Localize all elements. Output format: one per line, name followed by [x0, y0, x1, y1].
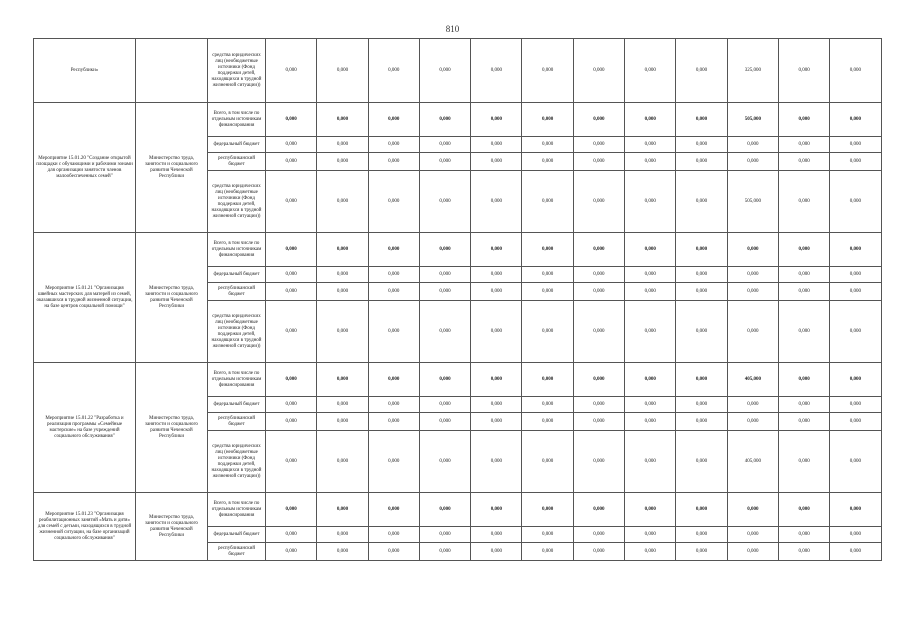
amount-cell: 0,000	[573, 103, 624, 137]
amount-cell: 0,000	[368, 283, 419, 301]
amount-cell: 0,000	[778, 397, 829, 413]
amount-cell: 0,000	[676, 153, 727, 171]
funding-source-cell: средства юридических лиц (необюджетные источники (Фонд поддержки детей, находящихся в трудной жизненной ситуации))	[208, 301, 266, 363]
funding-source-cell: Всего, в том числе по отдельным источникам финансирования	[208, 103, 266, 137]
amount-cell: 0,000	[368, 431, 419, 493]
amount-cell: 0,000	[522, 493, 573, 527]
amount-cell: 505,000	[727, 171, 778, 233]
amount-cell: 0,000	[830, 233, 881, 267]
amount-cell: 0,000	[522, 413, 573, 431]
amount-cell: 0,000	[266, 103, 317, 137]
funding-source-cell: федеральный бюджет	[208, 267, 266, 283]
amount-cell: 0,000	[266, 301, 317, 363]
amount-cell: 0,000	[419, 233, 470, 267]
amount-cell: 0,000	[317, 283, 368, 301]
amount-cell: 0,000	[266, 171, 317, 233]
amount-cell: 0,000	[368, 527, 419, 543]
amount-cell: 0,000	[625, 363, 676, 397]
executor-cell: Министерство труда, занятости и социального развития Чеченской Республики	[136, 493, 208, 561]
amount-cell: 0,000	[266, 267, 317, 283]
amount-cell: 0,000	[830, 171, 881, 233]
executor-cell: Министерство труда, занятости и социального развития Чеченской Республики	[136, 363, 208, 493]
amount-cell: 0,000	[522, 39, 573, 103]
amount-cell: 0,000	[778, 103, 829, 137]
amount-cell: 0,000	[727, 137, 778, 153]
amount-cell: 0,000	[778, 431, 829, 493]
amount-cell: 0,000	[676, 413, 727, 431]
amount-cell: 0,000	[317, 233, 368, 267]
amount-cell: 0,000	[419, 413, 470, 431]
amount-cell: 0,000	[676, 543, 727, 561]
amount-cell: 0,000	[266, 543, 317, 561]
amount-cell: 0,000	[471, 413, 522, 431]
amount-cell: 0,000	[266, 493, 317, 527]
amount-cell: 0,000	[317, 153, 368, 171]
amount-cell: 0,000	[625, 301, 676, 363]
amount-cell: 0,000	[625, 137, 676, 153]
amount-cell: 0,000	[778, 283, 829, 301]
amount-cell: 0,000	[778, 233, 829, 267]
amount-cell: 0,000	[266, 283, 317, 301]
funding-source-cell: республиканский бюджет	[208, 283, 266, 301]
amount-cell: 0,000	[419, 153, 470, 171]
amount-cell: 0,000	[419, 543, 470, 561]
amount-cell: 0,000	[778, 137, 829, 153]
amount-cell: 0,000	[830, 267, 881, 283]
amount-cell: 0,000	[676, 397, 727, 413]
table-row	[34, 493, 882, 527]
amount-cell: 0,000	[522, 363, 573, 397]
amount-cell: 0,000	[471, 363, 522, 397]
amount-cell: 0,000	[419, 39, 470, 103]
amount-cell: 0,000	[676, 233, 727, 267]
funding-source-cell: средства юридических лиц (необюджетные источники (Фонд поддержки детей, находящихся в трудной жизненной ситуации))	[208, 431, 266, 493]
amount-cell: 0,000	[419, 301, 470, 363]
table-row	[34, 103, 882, 137]
amount-cell: 0,000	[266, 431, 317, 493]
amount-cell: 0,000	[522, 103, 573, 137]
amount-cell: 0,000	[522, 543, 573, 561]
amount-cell: 0,000	[573, 233, 624, 267]
amount-cell: 0,000	[573, 413, 624, 431]
amount-cell: 0,000	[368, 363, 419, 397]
amount-cell: 0,000	[471, 103, 522, 137]
amount-cell: 0,000	[471, 543, 522, 561]
amount-cell: 0,000	[266, 233, 317, 267]
amount-cell: 0,000	[778, 413, 829, 431]
amount-cell: 0,000	[471, 267, 522, 283]
amount-cell: 0,000	[471, 493, 522, 527]
amount-cell: 0,000	[778, 543, 829, 561]
amount-cell: 0,000	[522, 233, 573, 267]
page-number: 810	[445, 24, 460, 34]
amount-cell: 0,000	[727, 413, 778, 431]
funding-source-cell: средства юридических лиц (необюджетные источники (Фонд поддержки детей, находящихся в трудной жизненной ситуации))	[208, 171, 266, 233]
table-row	[34, 233, 882, 267]
amount-cell: 0,000	[830, 283, 881, 301]
amount-cell: 0,000	[471, 283, 522, 301]
funding-source-cell: средства юридических лиц (необюджетные источники (Фонд поддержки детей, находящихся в трудной жизненной ситуации))	[208, 39, 266, 103]
amount-cell: 0,000	[266, 397, 317, 413]
amount-cell: 0,000	[471, 301, 522, 363]
amount-cell: 0,000	[522, 267, 573, 283]
amount-cell: 0,000	[419, 103, 470, 137]
amount-cell: 0,000	[266, 137, 317, 153]
amount-cell: 0,000	[727, 543, 778, 561]
amount-cell: 0,000	[625, 397, 676, 413]
amount-cell: 0,000	[471, 431, 522, 493]
amount-cell: 0,000	[676, 301, 727, 363]
amount-cell: 0,000	[317, 39, 368, 103]
amount-cell: 0,000	[676, 171, 727, 233]
executor-cell	[136, 39, 208, 103]
amount-cell: 0,000	[625, 233, 676, 267]
funding-source-cell: республиканский бюджет	[208, 413, 266, 431]
amount-cell: 0,000	[266, 527, 317, 543]
amount-cell: 0,000	[778, 363, 829, 397]
amount-cell: 0,000	[419, 493, 470, 527]
amount-cell: 0,000	[676, 527, 727, 543]
amount-cell: 0,000	[830, 153, 881, 171]
amount-cell: 0,000	[522, 283, 573, 301]
budget-table	[33, 38, 882, 561]
amount-cell: 0,000	[830, 137, 881, 153]
amount-cell: 0,000	[419, 431, 470, 493]
amount-cell: 0,000	[471, 233, 522, 267]
amount-cell: 0,000	[830, 39, 881, 103]
amount-cell: 0,000	[419, 137, 470, 153]
amount-cell: 0,000	[573, 39, 624, 103]
amount-cell: 0,000	[368, 397, 419, 413]
amount-cell: 0,000	[573, 301, 624, 363]
amount-cell: 0,000	[625, 267, 676, 283]
amount-cell: 0,000	[676, 283, 727, 301]
funding-source-cell: Всего, в том числе по отдельным источникам финансирования	[208, 363, 266, 397]
amount-cell: 0,000	[625, 153, 676, 171]
amount-cell: 0,000	[625, 171, 676, 233]
amount-cell: 0,000	[317, 363, 368, 397]
table-row	[34, 363, 882, 397]
amount-cell: 0,000	[573, 171, 624, 233]
amount-cell: 0,000	[368, 543, 419, 561]
amount-cell: 0,000	[266, 413, 317, 431]
amount-cell: 0,000	[368, 413, 419, 431]
amount-cell: 0,000	[676, 431, 727, 493]
amount-cell: 0,000	[419, 171, 470, 233]
amount-cell: 0,000	[573, 397, 624, 413]
event-cell: Мероприятие 15.01.20 "Создание открытой площадки с обучающими и рабочими зонами для организации занятости членов малообеспеченных семей"	[34, 103, 136, 233]
amount-cell: 0,000	[830, 431, 881, 493]
amount-cell: 0,000	[676, 267, 727, 283]
funding-source-cell: федеральный бюджет	[208, 397, 266, 413]
funding-source-cell: Всего, в том числе по отдельным источникам финансирования	[208, 233, 266, 267]
amount-cell: 0,000	[419, 527, 470, 543]
amount-cell: 0,000	[727, 283, 778, 301]
amount-cell: 0,000	[830, 413, 881, 431]
amount-cell: 0,000	[573, 153, 624, 171]
amount-cell: 0,000	[471, 171, 522, 233]
executor-cell: Министерство труда, занятости и социального развития Чеченской Республики	[136, 103, 208, 233]
amount-cell: 0,000	[573, 363, 624, 397]
amount-cell: 0,000	[368, 39, 419, 103]
amount-cell: 0,000	[317, 493, 368, 527]
amount-cell: 0,000	[419, 283, 470, 301]
amount-cell: 0,000	[778, 301, 829, 363]
amount-cell: 0,000	[573, 137, 624, 153]
amount-cell: 0,000	[471, 137, 522, 153]
amount-cell: 0,000	[522, 527, 573, 543]
amount-cell: 0,000	[471, 39, 522, 103]
amount-cell: 0,000	[676, 363, 727, 397]
amount-cell: 0,000	[830, 301, 881, 363]
amount-cell: 0,000	[727, 527, 778, 543]
amount-cell: 0,000	[368, 267, 419, 283]
amount-cell: 0,000	[522, 137, 573, 153]
event-cell: Мероприятие 15.01.23 "Организация реабилитационных занятий «Мать и дитя» для семей с детьми, находящихся в трудной жизненной ситуации, на базе организаций социального обслуживания"	[34, 493, 136, 561]
amount-cell: 0,000	[471, 397, 522, 413]
amount-cell: 0,000	[419, 397, 470, 413]
amount-cell: 0,000	[625, 283, 676, 301]
amount-cell: 0,000	[471, 153, 522, 171]
amount-cell: 0,000	[625, 493, 676, 527]
funding-source-cell: федеральный бюджет	[208, 527, 266, 543]
amount-cell: 0,000	[266, 39, 317, 103]
amount-cell: 0,000	[778, 493, 829, 527]
amount-cell: 505,000	[727, 103, 778, 137]
amount-cell: 0,000	[419, 267, 470, 283]
amount-cell: 0,000	[368, 493, 419, 527]
amount-cell: 0,000	[317, 413, 368, 431]
amount-cell: 0,000	[727, 397, 778, 413]
amount-cell: 0,000	[368, 137, 419, 153]
amount-cell: 0,000	[830, 363, 881, 397]
funding-source-cell: республиканский бюджет	[208, 153, 266, 171]
amount-cell: 0,000	[471, 527, 522, 543]
amount-cell: 0,000	[676, 493, 727, 527]
amount-cell: 0,000	[368, 171, 419, 233]
amount-cell: 0,000	[727, 267, 778, 283]
amount-cell: 0,000	[625, 527, 676, 543]
amount-cell: 0,000	[266, 363, 317, 397]
amount-cell: 0,000	[317, 397, 368, 413]
amount-cell: 0,000	[625, 39, 676, 103]
amount-cell: 0,000	[317, 527, 368, 543]
amount-cell: 0,000	[727, 301, 778, 363]
amount-cell: 0,000	[368, 301, 419, 363]
amount-cell: 0,000	[317, 431, 368, 493]
amount-cell: 0,000	[778, 171, 829, 233]
amount-cell: 0,000	[830, 543, 881, 561]
amount-cell: 405,000	[727, 431, 778, 493]
amount-cell: 0,000	[778, 39, 829, 103]
funding-source-cell: Всего, в том числе по отдельным источникам финансирования	[208, 493, 266, 527]
amount-cell: 0,000	[317, 267, 368, 283]
amount-cell: 0,000	[317, 543, 368, 561]
amount-cell: 0,000	[419, 363, 470, 397]
table-body	[34, 39, 882, 561]
amount-cell: 0,000	[573, 283, 624, 301]
amount-cell: 0,000	[727, 153, 778, 171]
amount-cell: 0,000	[368, 103, 419, 137]
amount-cell: 0,000	[778, 153, 829, 171]
amount-cell: 0,000	[573, 431, 624, 493]
amount-cell: 405,000	[727, 363, 778, 397]
amount-cell: 325,000	[727, 39, 778, 103]
funding-source-cell: республиканский бюджет	[208, 543, 266, 561]
amount-cell: 0,000	[830, 527, 881, 543]
event-cell: Республики»	[34, 39, 136, 103]
amount-cell: 0,000	[727, 493, 778, 527]
executor-cell: Министерство труда, занятости и социального развития Чеченской Республики	[136, 233, 208, 363]
table-row	[34, 39, 882, 103]
amount-cell: 0,000	[625, 431, 676, 493]
amount-cell: 0,000	[368, 233, 419, 267]
event-cell: Мероприятие 15.01.22 "Разработка и реализация программы «Семейные мастерские» на базе учреждений социального обслуживания"	[34, 363, 136, 493]
amount-cell: 0,000	[317, 103, 368, 137]
amount-cell: 0,000	[522, 171, 573, 233]
amount-cell: 0,000	[778, 267, 829, 283]
amount-cell: 0,000	[676, 103, 727, 137]
amount-cell: 0,000	[625, 543, 676, 561]
amount-cell: 0,000	[830, 103, 881, 137]
amount-cell: 0,000	[625, 413, 676, 431]
amount-cell: 0,000	[625, 103, 676, 137]
amount-cell: 0,000	[522, 153, 573, 171]
amount-cell: 0,000	[676, 39, 727, 103]
amount-cell: 0,000	[317, 301, 368, 363]
amount-cell: 0,000	[676, 137, 727, 153]
amount-cell: 0,000	[727, 233, 778, 267]
amount-cell: 0,000	[266, 153, 317, 171]
amount-cell: 0,000	[573, 527, 624, 543]
amount-cell: 0,000	[317, 137, 368, 153]
amount-cell: 0,000	[573, 543, 624, 561]
amount-cell: 0,000	[368, 153, 419, 171]
amount-cell: 0,000	[522, 301, 573, 363]
funding-source-cell: федеральный бюджет	[208, 137, 266, 153]
amount-cell: 0,000	[522, 397, 573, 413]
amount-cell: 0,000	[522, 431, 573, 493]
amount-cell: 0,000	[573, 267, 624, 283]
amount-cell: 0,000	[830, 397, 881, 413]
amount-cell: 0,000	[778, 527, 829, 543]
amount-cell: 0,000	[830, 493, 881, 527]
amount-cell: 0,000	[317, 171, 368, 233]
event-cell: Мероприятие 15.01.21 "Организация швейных мастерских для матерей из семей, оказавшихся в трудной жизненной ситуации, на базе центров социальной помощи"	[34, 233, 136, 363]
amount-cell: 0,000	[573, 493, 624, 527]
